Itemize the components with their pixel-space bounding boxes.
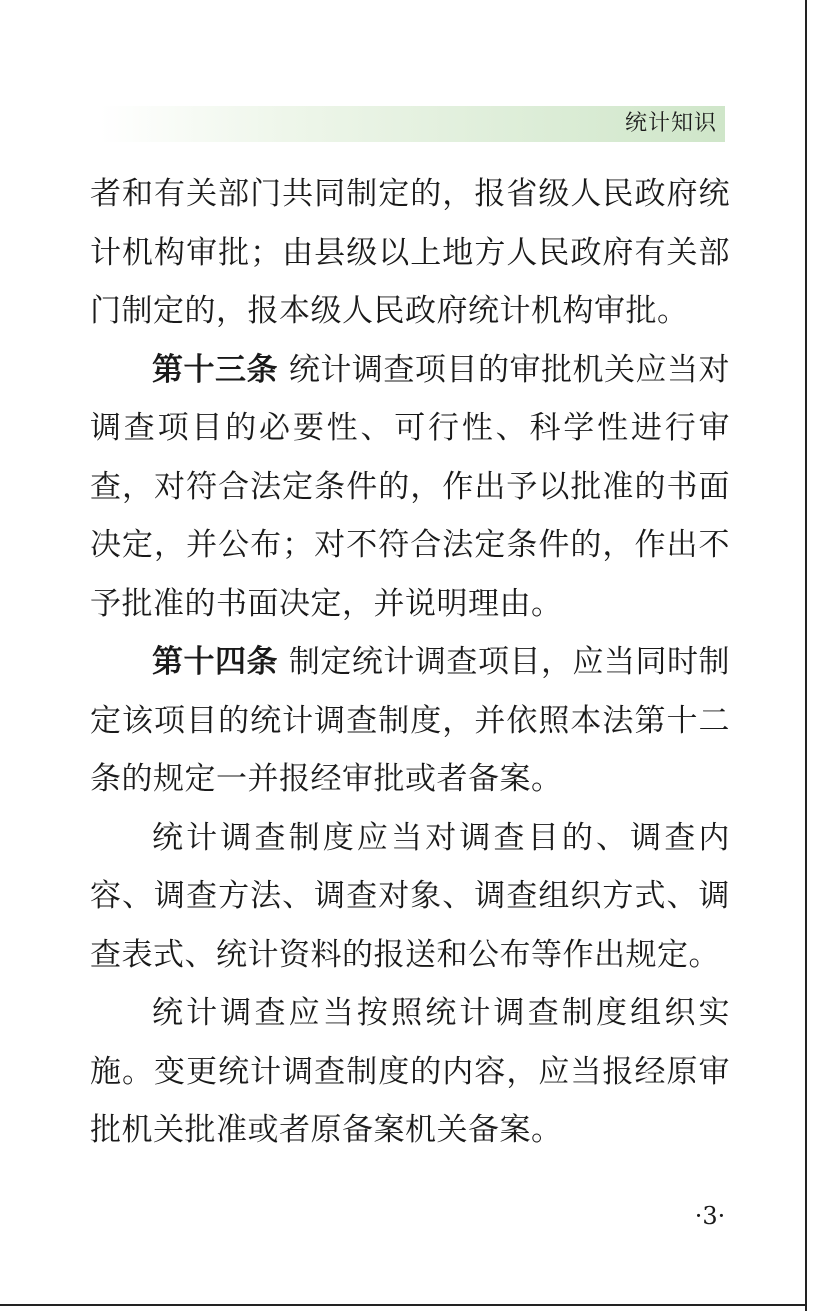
body-text (90, 165, 730, 1160)
article-heading: 第十四条 (152, 644, 279, 680)
paragraph-text: 者和有关部门共同制定的，报省级人民政府统计机构审批；由县级以上地方人民政府有关部门制定的，报本级人民政府统计机构审批。 (90, 176, 730, 329)
paragraph-survey-implementation (90, 984, 730, 1160)
paragraph-text: 统计调查制度应当对调查目的、调查内容、调查方法、调查对象、调查组织方式、调查表式、统计资料的报送和公布等作出规定。 (90, 819, 730, 973)
section-header-band (100, 106, 725, 142)
article-heading: 第十三条 (152, 351, 279, 388)
article-13-paragraph (90, 341, 730, 634)
section-title: 统计知识 (624, 111, 717, 136)
paragraph-text: 统计调查项目的审批机关应当对调查项目的必要性、可行性、科学性进行审查，对符合法定条件的，作出予以批准的书面决定，并公布；对不符合法定条件的，作出不予批准的书面决定，并说明理由。 (90, 351, 731, 622)
paragraph-text: 统计调查应当按照统计调查制度组织实施。变更统计调查制度的内容，应当报经原审批机关批准或者原备案机关备案。 (90, 995, 730, 1148)
page-bottom-border (0, 1304, 807, 1306)
page-number: ·3· (694, 1202, 726, 1230)
article-14-paragraph (90, 633, 730, 809)
page-right-border (805, 0, 807, 1311)
paragraph-survey-system (90, 809, 730, 985)
paragraph-continuation (90, 165, 730, 341)
paragraph-text: 制定统计调查项目，应当同时制定该项目的统计调查制度，并依照本法第十二条的规定一并报经审批或者备案。 (90, 644, 731, 797)
